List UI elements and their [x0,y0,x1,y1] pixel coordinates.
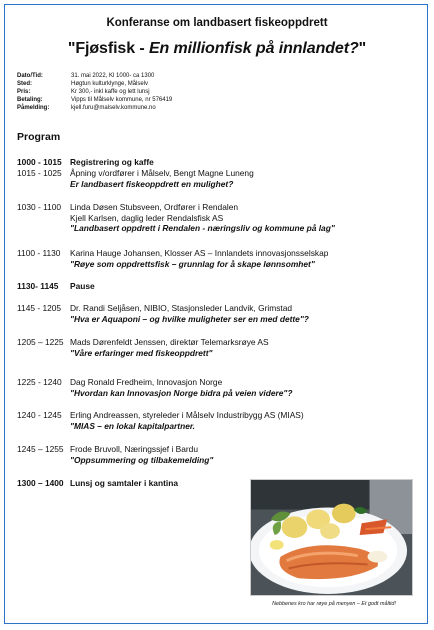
info-label: Påmelding: [17,105,50,112]
program-line: Linda Døsen Stubsveen, Ordfører i Rendalen [70,202,239,212]
program-line: Karina Hauge Johansen, Klosser AS – Innlandets innovasjonsselskap [70,248,329,258]
program-line: "Hva er Aquaponi – og hvilke muligheter ser en med dette"? [70,313,309,324]
program-line: Er landbasert fiskeoppdrett en mulighet? [70,178,234,189]
program-line: Mads Dørenfeldt Jenssen, direktør Telemarksrøye AS [70,337,269,347]
program-line: "Landbasert oppdrett i Rendalen - næringsliv og kommune på lag" [70,223,335,234]
program-line: "Hvordan kan Innovasjon Norge bidra på veien videre"? [70,387,293,398]
info-row-registration [17,104,337,112]
program-line: "MIAS – en lokal kapitalpartner. [70,420,195,431]
program-time: 1245 – 1255 [17,444,64,454]
info-row-date [17,72,337,80]
info-label: Dato/Tid: [17,73,43,79]
program-line: Åpning v/ordfører i Målselv, Bengt Magne Luneng [70,168,254,178]
program-time: 1145 - 1205 [17,303,62,313]
program-line: Kjell Karlsen, daglig leder Rendalsfisk AS [70,212,224,223]
headline [0,40,434,58]
headline-open-quote: " [67,40,76,57]
program-time: 1300 – 1400 [17,478,64,488]
headline-close-quote: " [358,40,367,57]
program-line: "Røye som oppdrettsfisk – grunnlag for å skape lønnsomhet" [70,258,315,269]
headline-italic: En millionfisk på innlandet? [148,40,359,57]
info-label: Betaling: [17,97,43,104]
info-value: Høgtun kulturklynge, Målselv [71,81,149,88]
info-row-place [17,80,337,88]
program-time: 1225 - 1240 [17,377,62,387]
program-time: 1130- 1145 [17,281,59,291]
info-label: Sted: [17,81,32,88]
program-line: Dr. Randi Seljåsen, NIBIO, Stasjonsleder Landvik, Grimstad [70,303,293,313]
info-value: Vipps til Målselv kommune, nr 576419 [71,97,173,104]
program-time: 1240 - 1245 [17,410,62,420]
program-time: 1030 - 1100 [17,202,62,212]
program-line: Dag Ronald Fredheim, Innovasjon Norge [70,377,223,387]
program-line: "Oppsummering og tilbakemelding" [70,454,214,465]
food-photo [250,479,413,596]
headline-main: Fjøsfisk - [75,40,149,57]
program-line: Frode Bruvoll, Næringssjef i Bardu [70,444,199,454]
program-line: Pause [70,281,95,291]
program-time: 1205 – 1225 [17,337,64,347]
info-value: 31. mai 2022, Kl 1000- ca 1300 [71,73,155,79]
info-value[interactable]: kjell.furu@malselv.kommune.no [71,105,156,112]
program-time: 1000 - 1015 [17,157,62,167]
program-line: Erling Andreassen, styreleder i Målselv Industribygg AS (MIAS) [70,410,304,420]
event-info [17,72,337,112]
program-time: 1100 - 1130 [17,248,61,258]
program-heading: Program [17,131,61,143]
info-row-price [17,88,337,96]
info-value: Kr 300,- inkl kaffe og lett lunsj [71,89,150,96]
program-line: Lunsj og samtaler i kantina [70,478,178,488]
page-title: Konferanse om landbasert fiskeoppdrett [106,17,328,29]
info-label: Pris: [17,89,31,96]
program-line: "Våre erfaringer med fiskeoppdrett" [70,347,213,358]
program-time: 1015 - 1025 [17,168,62,178]
info-row-payment [17,96,337,104]
program-line: Registrering og kaffe [70,157,154,167]
photo-caption: Nebbenes kro har røye på menyen – Et godt måltid! [272,601,396,607]
